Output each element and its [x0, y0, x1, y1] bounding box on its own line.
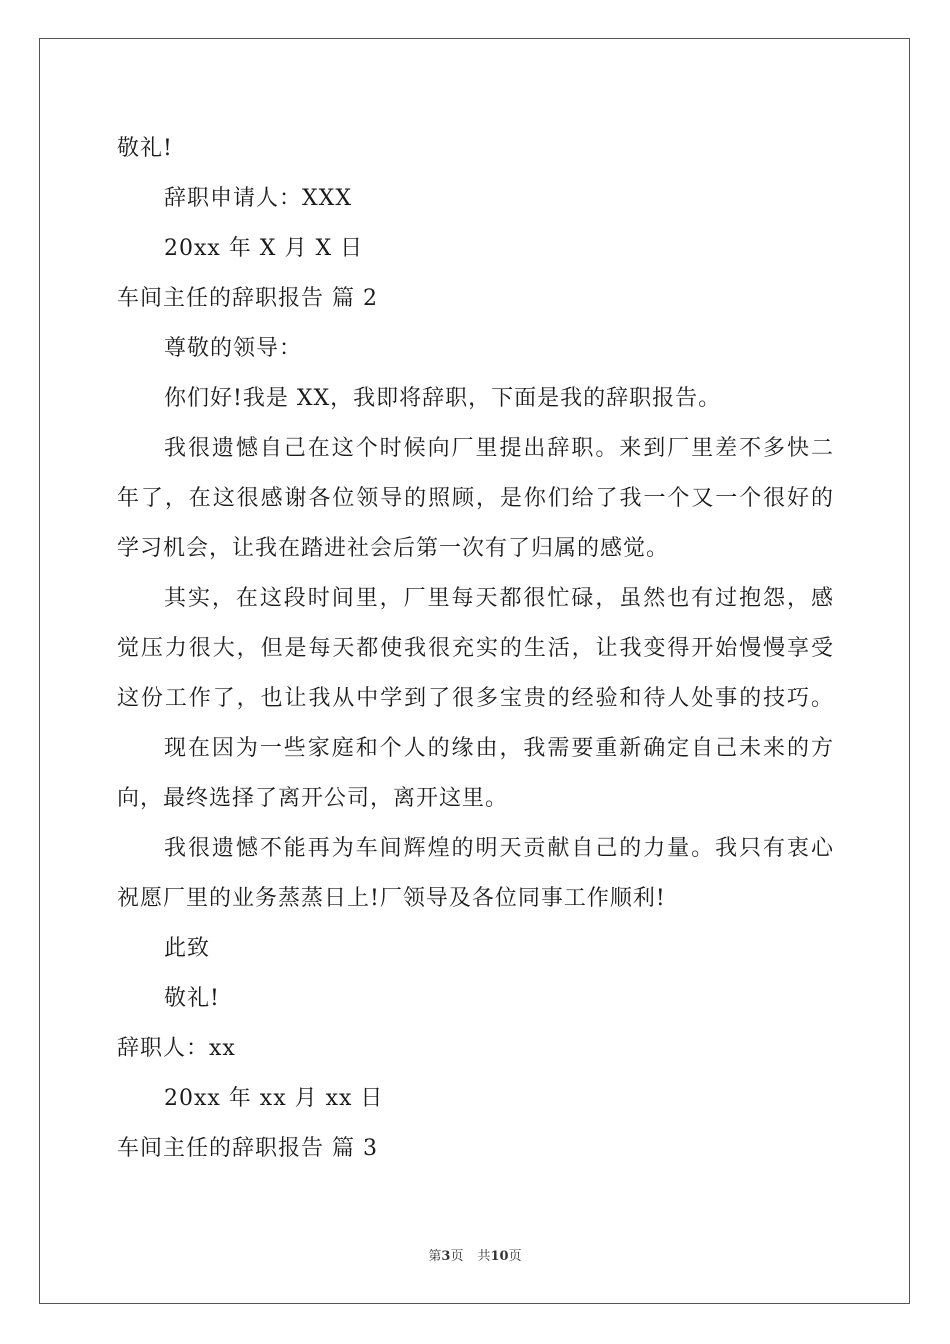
paragraph-2-line-1: 其实，在这段时间里，厂里每天都很忙碌，虽然也有过抱怨，感	[164, 586, 833, 611]
resigner-signature: 辞职人：xx	[117, 1036, 236, 1061]
paragraph-4-line-1: 我很遗憾不能再为车间辉煌的明天贡献自己的力量。我只有衷心	[164, 836, 833, 861]
closing-salute-2: 敬礼!	[164, 986, 220, 1011]
page-suffix: 页	[450, 1249, 464, 1264]
paragraph-2-line-2: 觉压力很大，但是每天都使我很充实的生活，让我变得开始慢慢享受	[117, 636, 833, 661]
applicant-signature: 辞职申请人：XXX	[164, 186, 352, 211]
total-suffix: 页	[508, 1249, 522, 1264]
greeting-paragraph: 你们好!我是 XX，我即将辞职，下面是我的辞职报告。	[164, 386, 722, 411]
section-heading-2: 车间主任的辞职报告 篇 2	[117, 286, 378, 311]
paragraph-1-line-1: 我很遗憾自己在这个时候向厂里提出辞职。来到厂里差不多快二	[164, 436, 833, 461]
paragraph-1-line-2: 年了，在这很感谢各位领导的照顾，是你们给了我一个又一个很好的	[117, 486, 833, 511]
date-line-2: 20xx 年 xx 月 xx 日	[164, 1086, 384, 1111]
paragraph-3-line-2: 向，最终选择了离开公司，离开这里。	[117, 786, 509, 811]
paragraph-1-line-3: 学习机会，让我在踏进社会后第一次有了归属的感觉。	[117, 536, 670, 561]
page-total: 10	[490, 1249, 509, 1264]
closing-respectfully: 此致	[164, 936, 211, 961]
page-border	[39, 38, 910, 1304]
paragraph-3-line-1: 现在因为一些家庭和个人的缘由，我需要重新确定自己未来的方	[164, 736, 833, 761]
page-prefix: 第	[428, 1249, 442, 1264]
section-heading-3: 车间主任的辞职报告 篇 3	[117, 1136, 378, 1161]
salutation: 尊敬的领导：	[164, 336, 303, 361]
closing-salute-1: 敬礼!	[117, 136, 173, 161]
paragraph-4-line-2: 祝愿厂里的业务蒸蒸日上!厂领导及各位同事工作顺利!	[117, 886, 666, 911]
date-line-1: 20xx 年 X 月 X 日	[164, 236, 364, 261]
total-prefix: 共	[477, 1249, 491, 1264]
paragraph-2-line-3: 这份工作了，也让我从中学到了很多宝贵的经验和待人处事的技巧。	[117, 686, 833, 711]
page-footer	[0, 1248, 950, 1266]
page-current: 3	[441, 1249, 451, 1264]
